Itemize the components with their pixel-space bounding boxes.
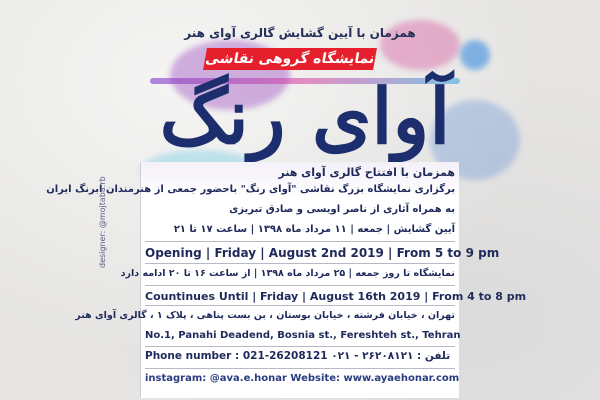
divider <box>145 368 455 369</box>
info-line-10: Phone number : 021-26208121 ۰۲۱ - ۲۶۲۰۸۱۲۱ : تلفن <box>145 350 451 362</box>
info-line-5: Opening | Friday | August 2nd 2019 | From 5 to 9 pm <box>145 246 500 260</box>
info-line-6: نمایشگاه تا روز جمعه | ۲۵ مرداد ماه ۱۳۹۸ | از ساعت ۱۶ تا ۲۰ ادامه دارد <box>120 268 455 279</box>
info-line-7: Countinues Until | Friday | August 16th 2019 | From 4 to 8 pm <box>145 290 527 303</box>
poster-top-line: همزمان با آیین گشایش گالری آوای هنر <box>184 26 416 40</box>
info-line-9: No.1, Panahi Deadend, Bosnia st., Fereshteh st., Tehran <box>145 330 461 341</box>
designer-credit: designer: @mojtaba.rb <box>98 176 107 268</box>
divider <box>145 241 455 242</box>
info-line-8: تهران ، خیابان فرشته ، خیابان بوستان ، بن بست پناهی ، پلاک ۱ ، گالری آوای هنر <box>75 310 455 321</box>
info-line-11: instagram: @ava.e.honar Website: www.ayaehonar.com <box>145 373 460 384</box>
poster-main-title: آوای رنگ <box>159 72 451 161</box>
divider <box>145 346 455 347</box>
info-line-1: همزمان با افتتاح گالری آوای هنر <box>278 166 455 179</box>
divider <box>145 305 455 306</box>
divider <box>145 285 455 286</box>
poster-subtitle-banner: نمایشگاه گروهی نقاشی <box>203 48 377 70</box>
info-line-2: برگزاری نمایشگاه بزرگ نقاشی "آوای رنگ" باحضور جمعی از هنرمندان ابرنگ ایران <box>46 184 455 195</box>
divider <box>145 263 455 264</box>
info-line-4: آیین گشایش | جمعه | ۱۱ مرداد ماه ۱۳۹۸ | ساعت ۱۷ تا ۲۱ <box>173 224 455 235</box>
info-line-3: به همراه آثاری از ناصر اویسی و صادق تبریزی <box>229 204 455 215</box>
